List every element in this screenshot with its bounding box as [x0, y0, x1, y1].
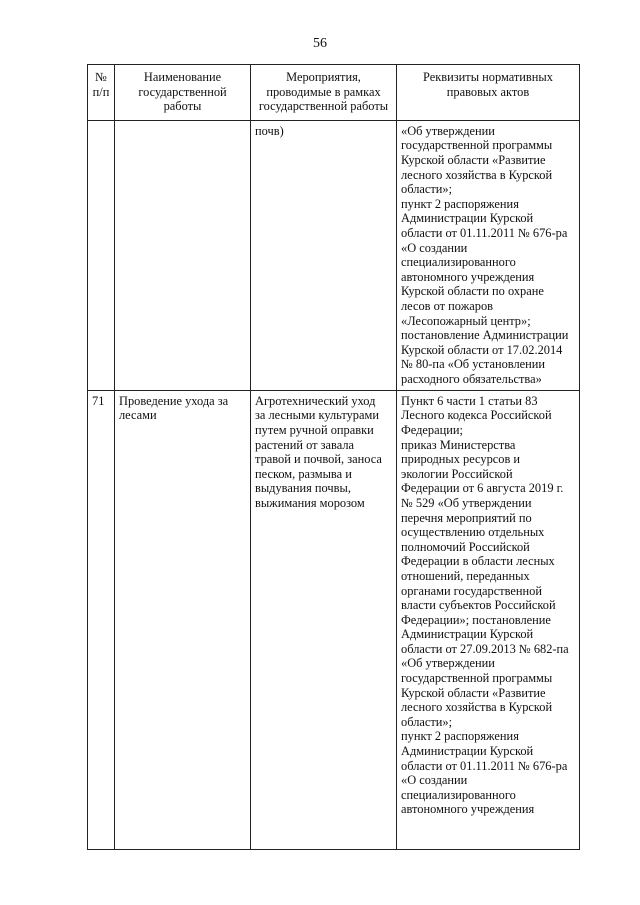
cell-text-line: «Лесопожарный центр»;	[401, 313, 531, 328]
cell-acts	[397, 120, 580, 390]
cell-text-line: области от 01.11.2011 № 676-ра	[401, 758, 568, 773]
cell-text-line: специализированного	[401, 787, 516, 802]
cell-text-line: перечня мероприятий по	[401, 510, 532, 525]
cell-text-line: области»;	[401, 714, 453, 729]
cell-text-line: Федерации от 6 августа 2019 г.	[401, 481, 564, 496]
cell-text-line: Курской области по охране	[401, 284, 544, 299]
cell-text-line: за лесными культурами	[255, 408, 379, 423]
cell-text-line: приказ Министерства	[401, 437, 516, 452]
cell-text-line: органами государственной	[401, 583, 542, 598]
cell-text-line: путем ручной оправки	[255, 422, 374, 437]
cell-num	[88, 120, 115, 390]
cell-text-line: «Об утверждении	[401, 123, 495, 138]
cell-text-line: «Об утверждении	[401, 656, 495, 671]
cell-text-line: области»;	[401, 182, 453, 197]
row-number: 71	[92, 393, 105, 408]
cell-text-line: Курской области «Развитие	[401, 152, 546, 167]
cell-text-line: Курской области от 17.02.2014	[401, 342, 563, 357]
table-header-row	[88, 65, 580, 121]
cell-events	[251, 120, 397, 390]
cell-text-line: полномочий Российской	[401, 539, 530, 554]
cell-text-line: государственной программы	[401, 671, 553, 686]
cell-text-line: осуществлению отдельных	[401, 525, 545, 540]
cell-text-line: «О создании	[401, 773, 468, 788]
table-row	[88, 120, 580, 390]
cell-text-line: Администрации Курской	[401, 627, 534, 642]
cell-text-line: почв)	[255, 123, 284, 138]
cell-text-line: специализированного	[401, 255, 516, 270]
cell-text-line: Курской области «Развитие	[401, 685, 546, 700]
cell-name	[115, 120, 251, 390]
cell-num	[88, 390, 115, 849]
cell-text-line: Агротехнический уход	[255, 393, 376, 408]
header-events: Мероприятия, проводимые в рамках государственной работы	[251, 65, 397, 121]
cell-text-line: лесного хозяйства в Курской	[401, 167, 553, 182]
cell-text-line: природных ресурсов и	[401, 452, 521, 467]
cell-text-line: песком, размыва и	[255, 466, 352, 481]
cell-text-line: государственной программы	[401, 138, 553, 153]
cell-text-line: Федерации в области лесных	[401, 554, 555, 569]
cell-text-line: постановление Администрации	[401, 328, 569, 343]
cell-text-line: области от 27.09.2013 № 682-па	[401, 641, 569, 656]
cell-text-line: Проведение ухода за	[119, 393, 229, 408]
cell-text-line: травой и почвой, заноса	[255, 452, 382, 467]
cell-text-line: Лесного кодекса Российской	[401, 408, 552, 423]
cell-text-line: Пункт 6 части 1 статьи 83	[401, 393, 538, 408]
cell-name	[115, 390, 251, 849]
table-row	[88, 390, 580, 849]
cell-text-line: выдувания почвы,	[255, 481, 351, 496]
cell-text-line: пункт 2 распоряжения	[401, 729, 519, 744]
cell-text-line: выжимания морозом	[255, 495, 365, 510]
cell-text-line: экологии Российской	[401, 466, 513, 481]
cell-text-line: № 529 «Об утверждении	[401, 495, 532, 510]
document-table	[87, 64, 580, 850]
header-num: № п/п	[88, 65, 115, 121]
header-acts: Реквизиты нормативных правовых актов	[397, 65, 580, 121]
header-name: Наименование государственной работы	[115, 65, 251, 121]
cell-events	[251, 390, 397, 849]
cell-text-line: лесов от пожаров	[401, 298, 493, 313]
cell-text-line: Федерации;	[401, 422, 463, 437]
cell-text-line: расходного обязательства»	[401, 371, 542, 386]
cell-text-line: автономного учреждения	[401, 802, 535, 817]
cell-text-line: № 80-па «Об установлении	[401, 357, 546, 372]
cell-text-line: Администрации Курской	[401, 744, 534, 759]
cell-text-line: лесного хозяйства в Курской	[401, 700, 553, 715]
cell-text-line: «О создании	[401, 240, 468, 255]
cell-text-line: области от 01.11.2011 № 676-ра	[401, 225, 568, 240]
cell-text-line: автономного учреждения	[401, 269, 535, 284]
cell-text-line: отношений, переданных	[401, 568, 530, 583]
cell-acts	[397, 390, 580, 849]
cell-text-line: власти субъектов Российской	[401, 598, 556, 613]
page-number: 56	[313, 36, 327, 51]
cell-text-line: Администрации Курской	[401, 211, 534, 226]
cell-text-line: лесами	[119, 408, 157, 423]
cell-text-line: Федерации»; постановление	[401, 612, 551, 627]
cell-text-line: пункт 2 распоряжения	[401, 196, 519, 211]
cell-text-line: растений от завала	[255, 437, 355, 452]
